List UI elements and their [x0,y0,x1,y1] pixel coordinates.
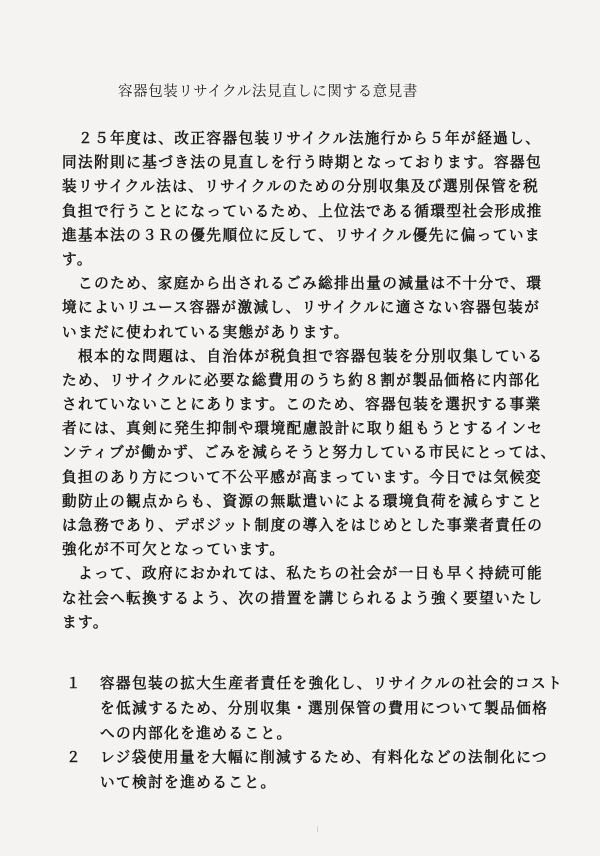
request-item-2 [66,746,546,771]
paragraph-line: 者には、真剣に発生抑制や環境配慮設計に取り組もうとするインセ [62,420,544,438]
paragraph-line: は急務であり、デポジット制度の導入をはじめとした事業者責任の [62,517,544,534]
item-text: への内部化を進めること。 [100,724,293,742]
item-text: いて検討を進めること。 [100,774,277,792]
paragraph-line: 強化が不可欠となっています。 [62,541,286,559]
paragraph-line: ます。 [62,613,109,631]
paragraph-line: す。 [62,250,93,268]
item-text: 容器包装の拡大生産者責任を強化し、リサイクルの社会的コスト [100,675,564,692]
paragraph-line: 境によいリユース容器が激減し、リサイクルに適さない容器包装が [62,299,541,317]
request-item-1-continuation [66,697,549,722]
scan-mark [317,826,321,832]
paragraph-line: ンティブが働かず、ごみを減らそうと努力している市民にとっては、 [62,444,557,462]
paragraph-line: な社会へ転換するよう、次の措置を講じられるよう強く要望いたし [62,589,544,607]
paragraph-line: よって、政府におかれては、私たちの社会が一日も早く持続可能 [62,565,544,583]
paragraph-line: このため、家庭から出されるごみ総排出量の減量は不十分で、環 [62,275,543,293]
request-items [66,672,564,796]
request-item-1 [66,672,564,697]
paragraph-line: 根本的な問題は、自治体が税負担で容器包装を分別収集している [62,347,544,365]
paragraph-line: ２５年度は、改正容器包装リサイクル法施行から５年が経過し、 [62,130,542,147]
item-text: を低減するため、分別収集・選別保管の費用について製品価格 [100,699,549,717]
item-text: レジ袋使用量を大幅に削減するため、有料化などの法制化につ [100,749,548,767]
document-title: 容器包装リサイクル法見直しに関する意見書 [118,84,418,100]
paragraph-line: ため、リサイクルに必要な総費用のうち約８割が製品価格に内部化 [62,371,541,389]
request-item-1-continuation [66,722,546,747]
request-item-2-continuation [66,771,546,796]
paragraph-line: 進基本法の３Ｒの優先順位に反して、リサイクル優先に偏っていま [62,226,541,244]
paragraph-line: 負担で行うことになっているため、上位法である循環型社会形成推 [62,202,543,220]
item-number: １ [66,675,83,692]
paragraph-line: 同法附則に基づき法の見直しを行う時期となっております。容器包 [62,154,543,172]
paragraph-line: いまだに使われている実態があります。 [62,323,350,341]
paragraph-line: 動防止の観点からも、資源の無駄遣いによる環境負荷を減らすこと [62,492,544,510]
body-paragraphs [62,127,557,635]
item-number: ２ [66,749,83,767]
paragraph-line: されていないことにあります。このため、容器包装を選択する事業 [62,396,542,414]
paragraph-line: 装リサイクル法は、リサイクルのための分別収集及び選別保管を税 [62,178,540,196]
paragraph-line: 負担のあり方について不公平感が高まっています。今日では気候変 [62,468,542,486]
